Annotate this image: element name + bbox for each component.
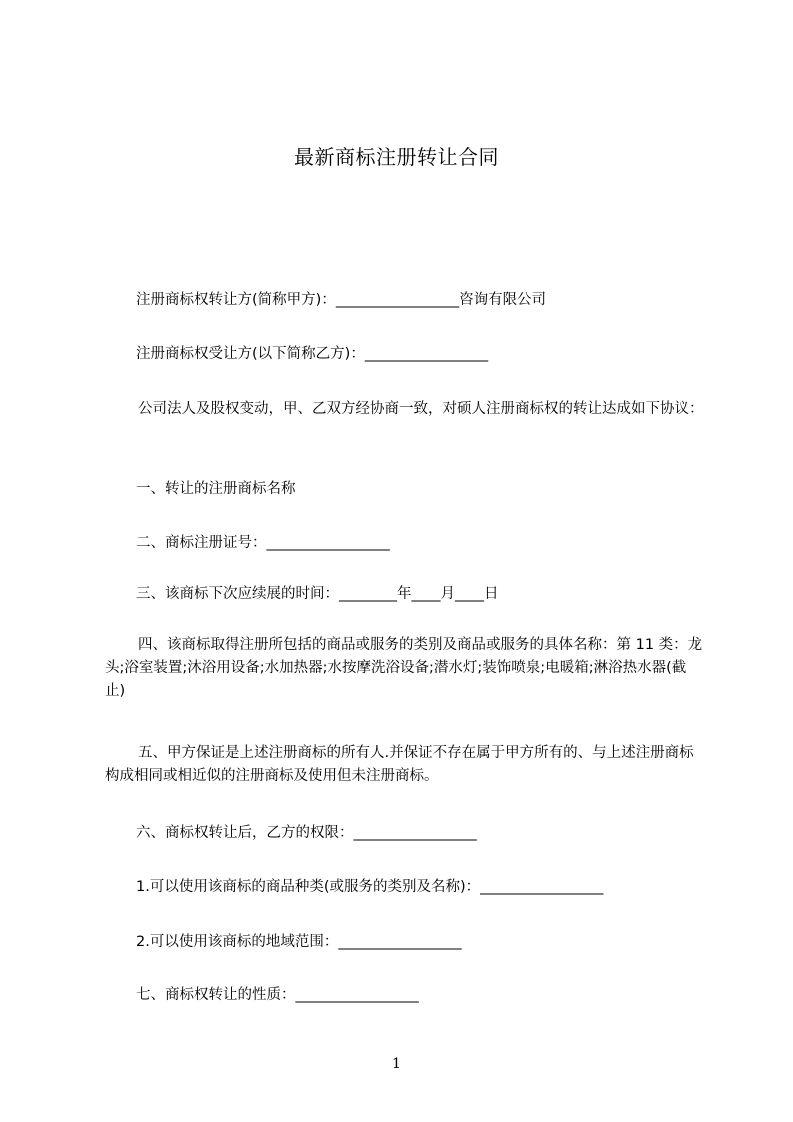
- clause-transfer-nature: 七、商标权转让的性质：_________________: [136, 987, 419, 1003]
- clause-goods-services: 四、该商标取得注册所包括的商品或服务的类别及商品或服务的具体名称：第 11 类：龙头;浴室装置;沐浴用设备;水加热器;水按摩洗浴设备;潜水灯;装饰喷泉;电暖箱;淋浴热水器(截止): [105, 637, 703, 699]
- clause-transferee-rights: 六、商标权转让后，乙方的权限：_________________: [136, 825, 477, 841]
- clause-registration-number: 二、商标注册证号：_________________: [136, 535, 390, 551]
- transferee-line: 注册商标权受让方(以下简称乙方)：_________________: [136, 346, 489, 362]
- transferor-line: 注册商标权转让方(简称甲方)：_________________咨询有限公司: [136, 292, 547, 308]
- clause-ownership-guarantee: 五、甲方保证是上述注册商标的所有人.并保证不存在属于甲方所有的、与上述注册商标构成相同或相近似的注册商标及使用但未注册商标。: [105, 745, 694, 784]
- page-number: 1: [392, 1056, 401, 1072]
- clause-renewal-date: 三、该商标下次应续展的时间：________年____月____日: [136, 586, 499, 602]
- clause-goods-scope: 1.可以使用该商标的商品种类(或服务的类别及名称)：_________________: [136, 879, 604, 895]
- clause-trademark-name: 一、转让的注册商标名称: [136, 481, 296, 497]
- document-title: 最新商标注册转让合同: [294, 145, 499, 169]
- clause-territory-scope: 2.可以使用该商标的地域范围：_________________: [136, 934, 462, 950]
- agreement-intro: 公司法人及股权变动，甲、乙双方经协商一致，对硕人注册商标权的转让达成如下协议：: [138, 401, 704, 417]
